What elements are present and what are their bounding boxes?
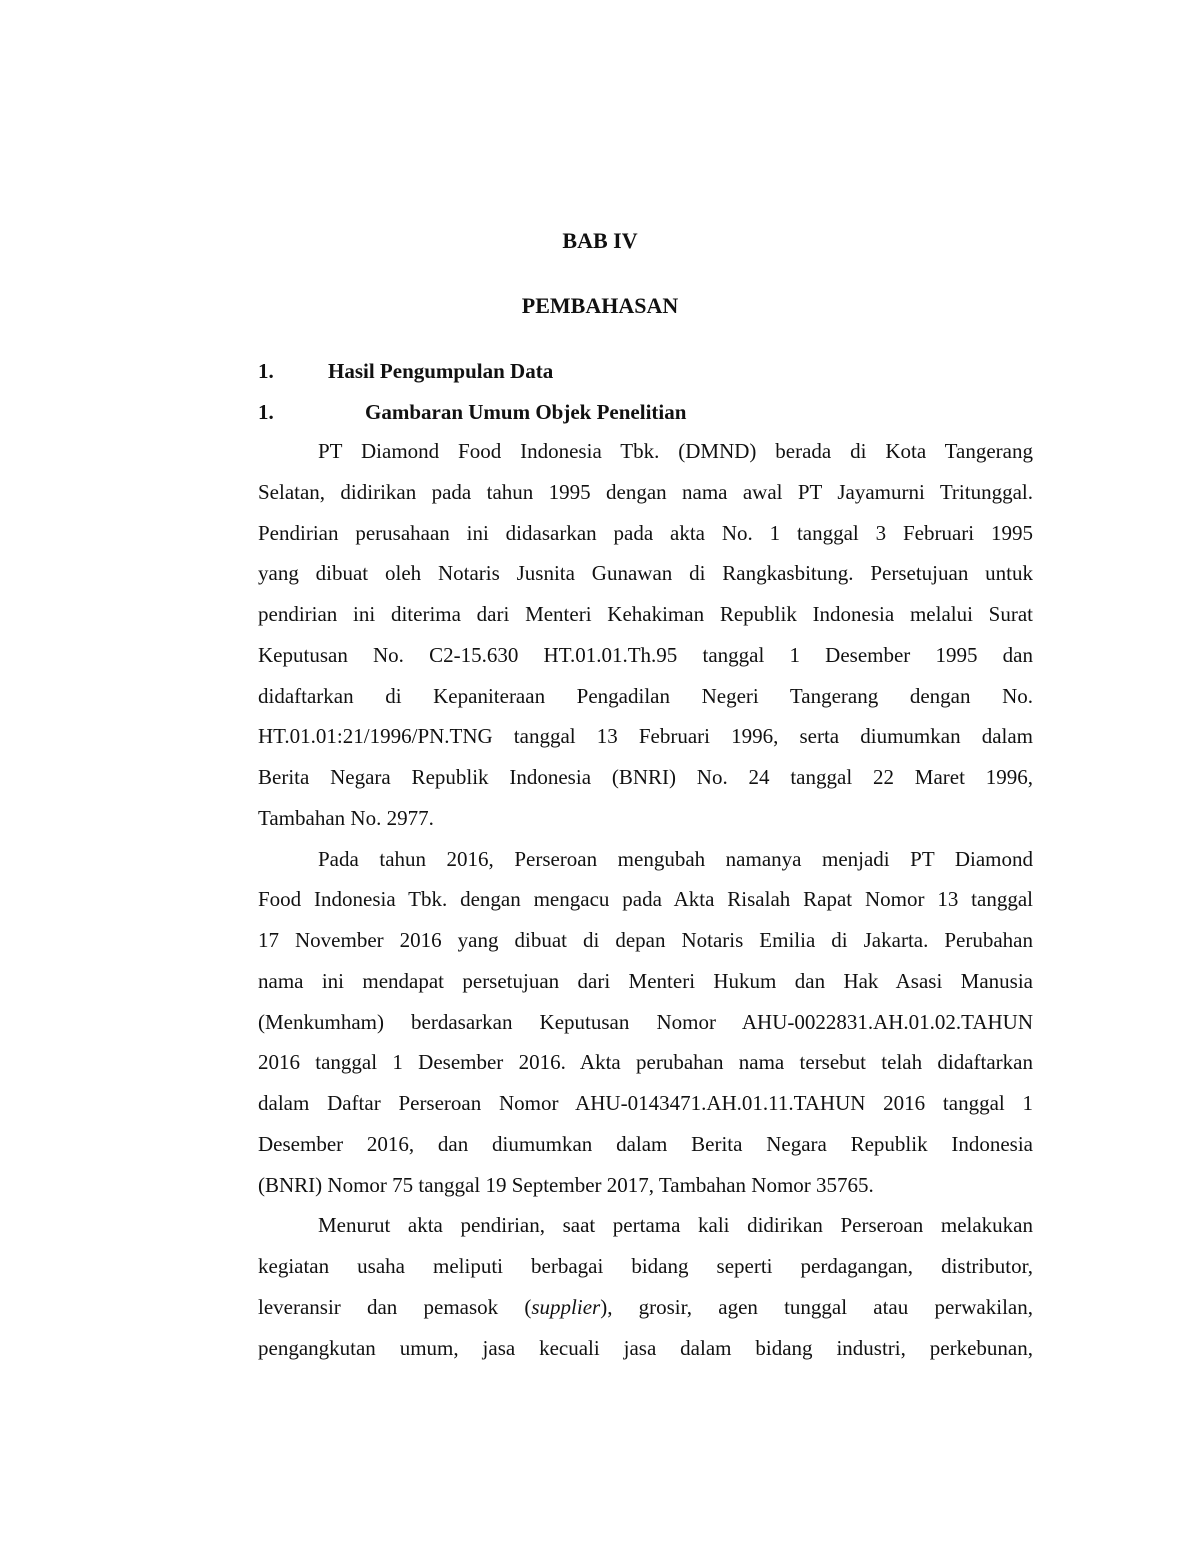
paragraph-line: Desember 2016, dan diumumkan dalam Berita Negara Republik Indonesia [258, 1131, 1033, 1156]
paragraph-line: yang dibuat oleh Notaris Jusnita Gunawan di Rangkasbitung. Persetujuan untuk [258, 561, 1033, 586]
paragraph-line: Menurut akta pendirian, saat pertama kali didirikan Perseroan melakukan [318, 1213, 1033, 1238]
paragraph-line: didaftarkan di Kepaniteraan Pengadilan Negeri Tangerang dengan No. [258, 683, 1033, 708]
paragraph-3 [258, 1211, 1033, 1374]
paragraph-line: (BNRI) Nomor 75 tanggal 19 September 2017, Tambahan Nomor 35765. [258, 1172, 874, 1197]
paragraph-line: 2016 tanggal 1 Desember 2016. Akta perubahan nama tersebut telah didaftarkan [258, 1050, 1033, 1075]
paragraph-2 [258, 845, 1033, 1212]
text-run: leveransir dan pemasok ( [258, 1294, 532, 1319]
paragraph-line: pendirian ini diterima dari Menteri Kehakiman Republik Indonesia melalui Surat [258, 602, 1033, 626]
subsection-number: 1. [258, 400, 274, 424]
paragraph-line: PT Diamond Food Indonesia Tbk. (DMND) berada di Kota Tangerang [318, 439, 1033, 463]
chapter-title: PEMBAHASAN [521, 293, 679, 318]
chapter-number: BAB IV [562, 228, 638, 253]
paragraph-line: nama ini mendapat persetujuan dari Menteri Hukum dan Hak Asasi Manusia [258, 968, 1033, 993]
paragraph-line: Pada tahun 2016, Perseroan mengubah namanya menjadi PT Diamond [318, 846, 1033, 871]
paragraph-line: kegiatan usaha meliputi berbagai bidang seperti perdagangan, distributor, [258, 1254, 1033, 1278]
text-run: ), grosir, agen tunggal atau perwakilan, [600, 1294, 1033, 1319]
paragraph-line: Keputusan No. C2-15.630 HT.01.01.Th.95 tanggal 1 Desember 1995 dan [258, 642, 1033, 667]
paragraph-line: Tambahan No. 2977. [258, 805, 434, 830]
paragraph-line: Pendirian perusahaan ini didasarkan pada akta No. 1 tanggal 3 Februari 1995 [258, 520, 1033, 545]
paragraph-line: dalam Daftar Perseroan Nomor AHU-0143471.AH.01.11.TAHUN 2016 tanggal 1 [258, 1091, 1033, 1115]
paragraph-line: (Menkumham) berdasarkan Keputusan Nomor AHU-0022831.AH.01.02.TAHUN [258, 1009, 1033, 1034]
paragraph-line [258, 1293, 1033, 1334]
section-number: 1. [258, 359, 274, 383]
body-text [258, 437, 1033, 1374]
paragraph-line: pengangkutan umum, jasa kecuali jasa dalam bidang industri, perkebunan, [258, 1335, 1033, 1360]
paragraph-line: Selatan, didirikan pada tahun 1995 dengan nama awal PT Jayamurni Tritunggal. [258, 479, 1033, 504]
subsection-title: Gambaran Umum Objek Penelitian [365, 400, 687, 424]
paragraph-line: Food Indonesia Tbk. dengan mengacu pada Akta Risalah Rapat Nomor 13 tanggal [258, 887, 1033, 912]
italic-term: supplier [531, 1294, 601, 1319]
paragraph-line: 17 November 2016 yang dibuat di depan Notaris Emilia di Jakarta. Perubahan [258, 928, 1033, 952]
paragraph-line: Berita Negara Republik Indonesia (BNRI) No. 24 tanggal 22 Maret 1996, [258, 765, 1033, 789]
paragraph-1 [258, 437, 1033, 845]
section-title: Hasil Pengumpulan Data [328, 359, 554, 383]
paragraph-line: HT.01.01:21/1996/PN.TNG tanggal 13 Februari 1996, serta diumumkan dalam [258, 724, 1033, 749]
